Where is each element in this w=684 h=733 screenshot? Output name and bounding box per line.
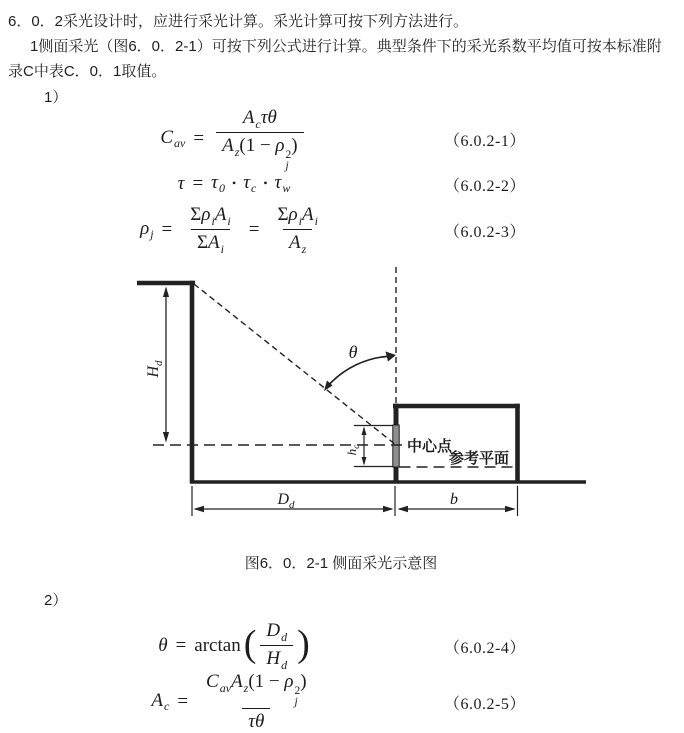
- clause-side-lighting-text: 1侧面采光（图6．0．2-1）可按下列公式进行计算。典型条件下的采光系数平均值可按本标准附录C中表C．0．1取值。: [8, 38, 662, 80]
- label-theta: θ: [348, 342, 358, 362]
- equation-group-bottom: [8, 619, 674, 731]
- theta-angle-arc: [326, 356, 394, 388]
- fraction: $A_c\tau\theta$ $A_z(1 - \rho$ 2 j ): [216, 107, 304, 171]
- var-rho-j: $\rho_j$: [140, 217, 154, 242]
- fraction: $\frac{\Sigma\rho_iA_i}{A_z}$: [277, 203, 318, 256]
- clause-6-0-2-text: 6．0．2采光设计时，应进行采光计算。采光计算可按下列方法进行。: [8, 13, 469, 30]
- list-item-1-marker: 1）: [44, 89, 68, 106]
- list-item-2-marker: 2）: [44, 592, 68, 609]
- label-Hd: $H_d$: [145, 360, 165, 378]
- var-Ac: $A_c$: [151, 689, 170, 714]
- equation-5-number: （6.0.2-5）: [444, 695, 526, 713]
- label-Dd: $D_d$: [277, 491, 295, 511]
- label-reference-plane: 参考平面: [449, 450, 510, 467]
- equation-6-0-2-5: [8, 673, 674, 731]
- var-Cav: $C_{av}$: [160, 126, 186, 151]
- side-lighting-diagram: [8, 264, 674, 546]
- equation-2-body: τ = $\tau_0$ • $\tau_c$ • $\tau_w$: [177, 171, 291, 196]
- figure-caption: 图6．0．2-1 侧面采光示意图: [244, 555, 438, 572]
- equation-4-number: （6.0.2-4）: [444, 639, 526, 657]
- fraction: $\frac{\Sigma\rho_iA_i}{\Sigma A_i}$: [190, 203, 231, 256]
- equation-5-body: $A_c$ = $C_{av}A_z(1 - \rho$ 2 j ) τθ: [24, 671, 444, 732]
- equation-4-body: θ = arctan ( $\frac{D_d}{H_d}$ ): [158, 619, 310, 672]
- equation-group-top: [8, 106, 674, 260]
- fraction: $C_{av}A_z(1 - \rho$ 2 j ) τθ: [206, 671, 307, 733]
- fraction: $\frac{D_d}{H_d}$: [260, 620, 293, 672]
- label-b: b: [450, 491, 458, 508]
- equation-6-0-2-1: [8, 106, 674, 172]
- equation-6-0-2-3: [8, 200, 674, 260]
- equation-1-number: （6.0.2-1）: [444, 132, 526, 150]
- equation-3-number: （6.0.2-3）: [444, 223, 526, 241]
- equation-3-body: $\rho_j$ = $\frac{\Sigma\rho_iA_i}{\Sigma A_i}$ = $\frac{\Sigma\rho_iA_i}{A_z}$: [24, 204, 444, 256]
- sight-line: [194, 284, 396, 445]
- equation-6-0-2-4: [8, 619, 674, 673]
- equation-2-number: （6.0.2-2）: [444, 177, 526, 195]
- extension-lines: [192, 486, 518, 516]
- window-glazing: [393, 425, 399, 467]
- label-center-point: 中心点: [407, 438, 453, 455]
- equation-1-body: $C_{av}$ = $A_c\tau\theta$ $A_z(1 - \rho$ 2 j ): [24, 107, 444, 171]
- label-hc: $h_c$: [344, 444, 362, 456]
- equation-6-0-2-2: [8, 168, 674, 200]
